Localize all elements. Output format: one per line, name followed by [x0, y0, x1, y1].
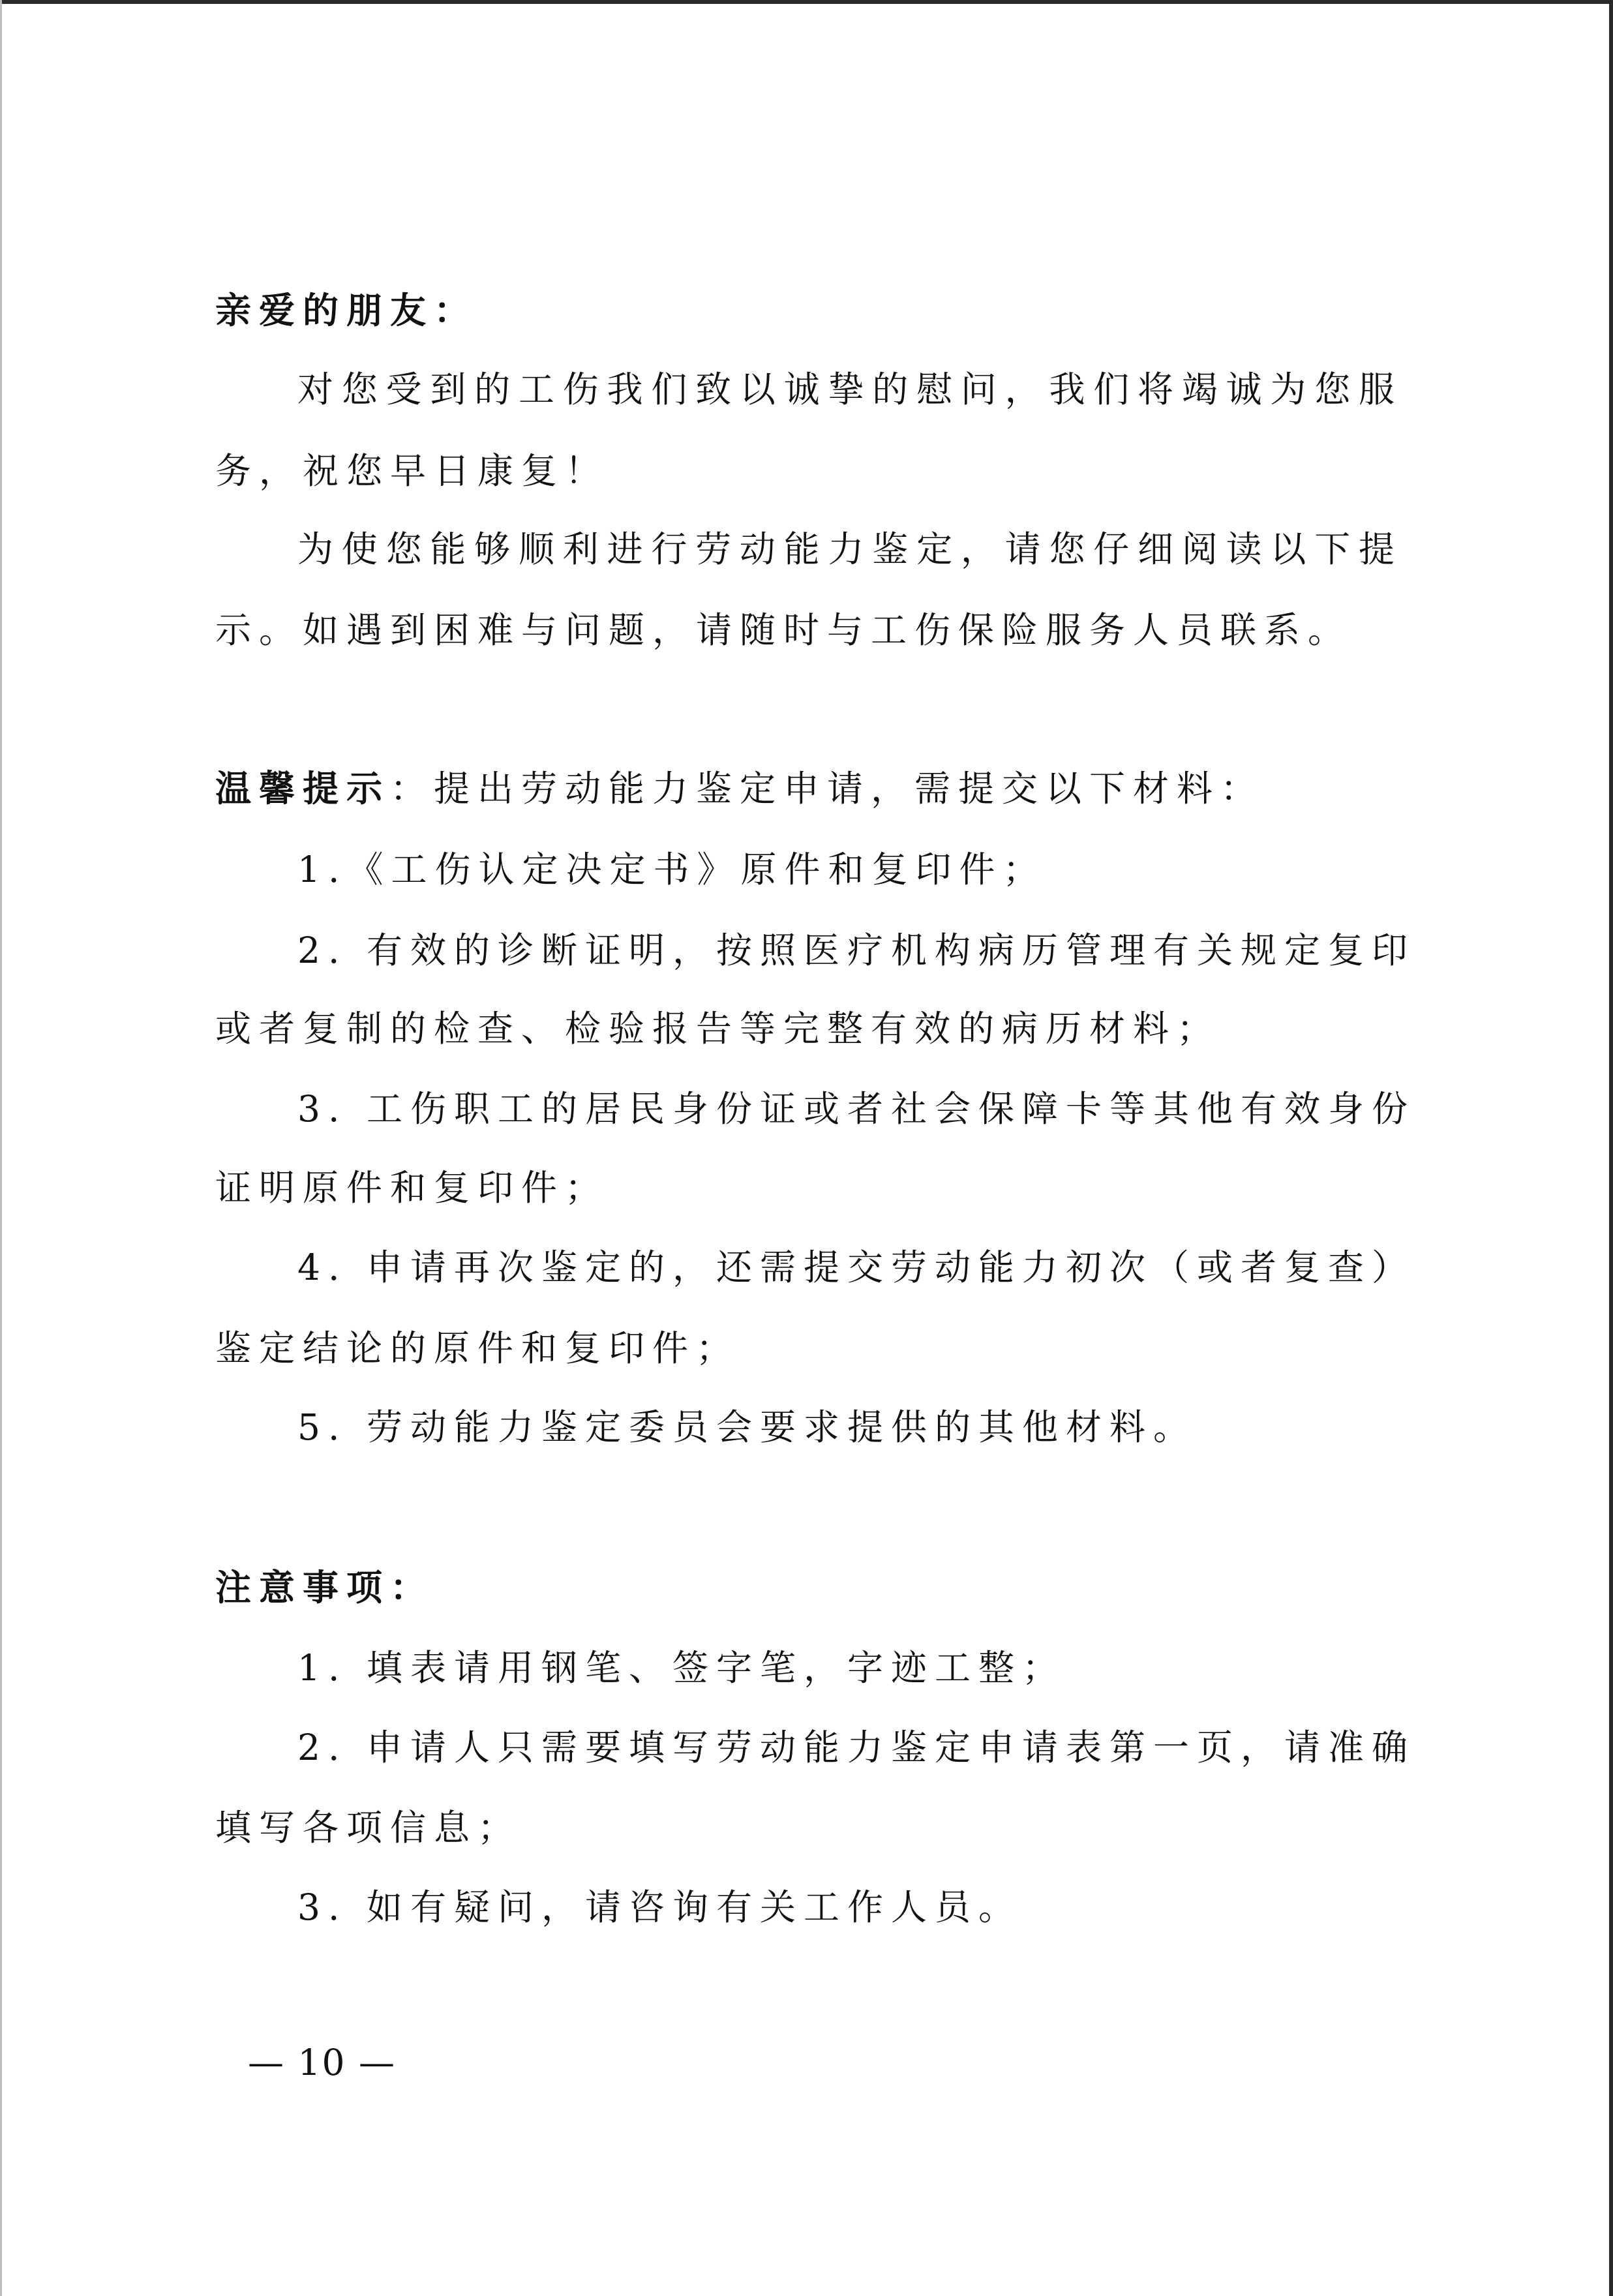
tips-item-4-line-1: 4. 申请再次鉴定的，还需提交劳动能力初次（或者复查） [297, 1246, 1415, 1288]
page-border-left [0, 0, 2, 2296]
tips-item-3-line-2: 证明原件和复印件； [215, 1167, 609, 1209]
greeting: 亲爱的朋友： [215, 289, 478, 331]
tips-label: 温馨提示 [215, 767, 391, 809]
notes-item-1: 1. 填表请用钢笔、签字笔，字迹工整； [297, 1647, 1066, 1689]
tips-heading [215, 765, 1402, 812]
notes-item-2-line-1: 2. 申请人只需要填写劳动能力鉴定申请表第一页，请准确 [297, 1727, 1415, 1768]
notes-heading: 注意事项： [215, 1566, 434, 1609]
page-border-right [1609, 0, 1613, 2296]
tips-item-3-line-1: 3. 工伤职工的居民身份证或者社会保障卡等其他有效身份 [297, 1088, 1415, 1130]
tips-item-2-line-2: 或者复制的检查、检验报告等完整有效的病历材料； [215, 1008, 1221, 1050]
notes-item-3: 3. 如有疑问，请咨询有关工作人员。 [297, 1886, 1022, 1928]
tips-item-2-line-1: 2. 有效的诊断证明，按照医疗机构病历管理有关规定复印 [297, 929, 1415, 971]
intro-paragraph-1-line-2: 务，祝您早日康复！ [215, 450, 609, 492]
tips-text: ：提出劳动能力鉴定申请，需提交以下材料： [390, 768, 1265, 809]
intro-paragraph-2-line-1: 为使您能够顺利进行劳动能力鉴定，请您仔细阅读以下提 [297, 528, 1402, 570]
page-border-top [0, 0, 1613, 4]
tips-item-5: 5. 劳动能力鉴定委员会要求提供的其他材料。 [297, 1406, 1197, 1448]
tips-item-1: 1.《工伤认定决定书》原件和复印件； [297, 849, 1047, 890]
intro-paragraph-1-line-1: 对您受到的工伤我们致以诚挚的慰问，我们将竭诚为您服 [297, 369, 1402, 410]
intro-paragraph-2-line-2: 示。如遇到困难与问题，请随时与工伤保险服务人员联系。 [215, 609, 1352, 651]
tips-item-4-line-2: 鉴定结论的原件和复印件； [215, 1327, 740, 1369]
page-number: — 10 — [248, 2042, 396, 2083]
notes-item-2-line-2: 填写各项信息； [215, 1807, 522, 1849]
